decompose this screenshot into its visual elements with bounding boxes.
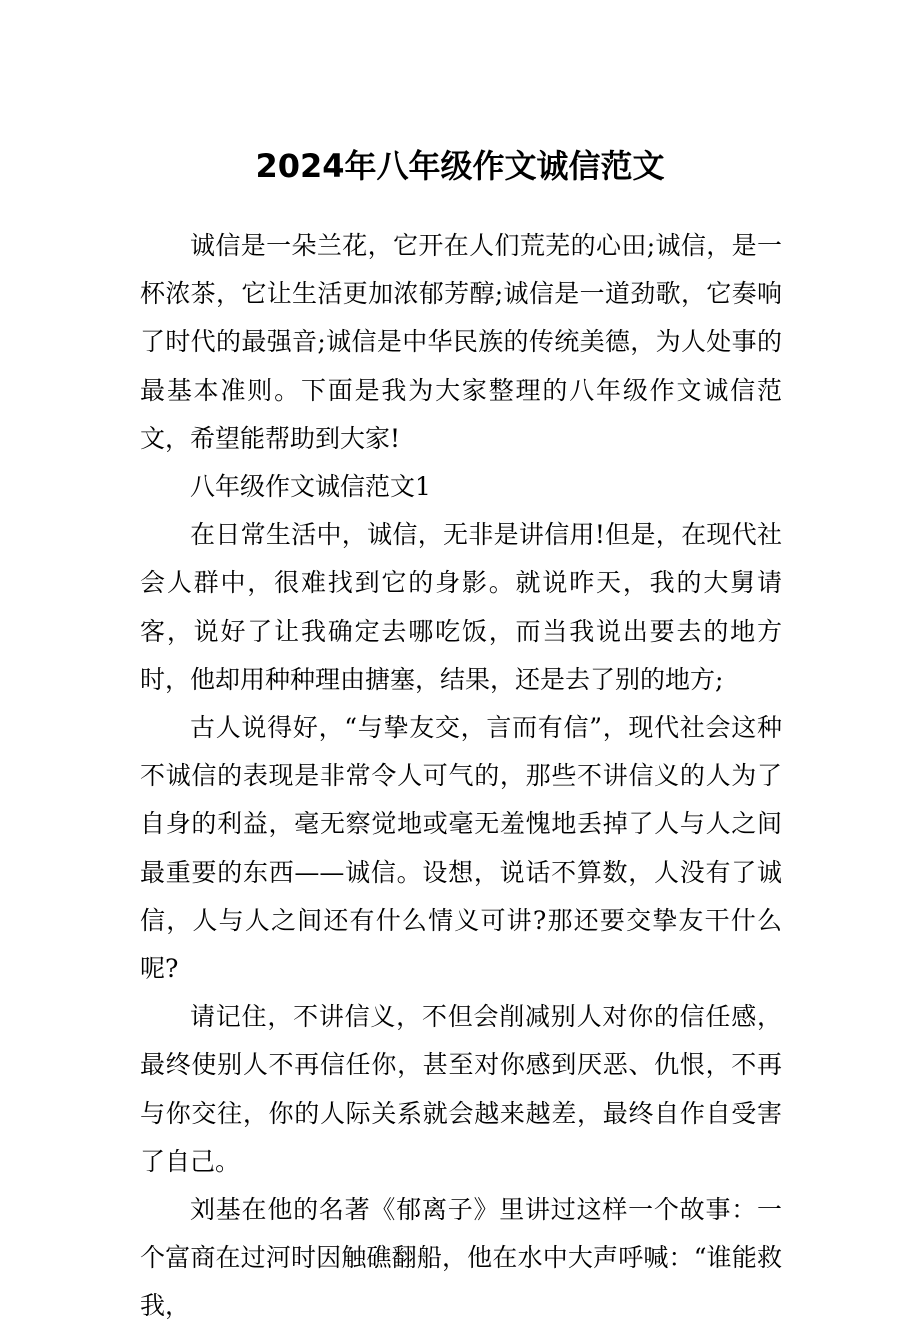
paragraph: 刘基在他的名著《郁离子》里讲过这样一个故事：一个富商在过河时因触礁翻船，他在水中大声呼喊：“谁能救我，	[140, 1195, 782, 1321]
article-body	[140, 222, 782, 1331]
paragraph: 请记住，不讲信义，不但会削减别人对你的信任感，最终使别人不再信任你，甚至对你感到厌恶、仇恨，不再与你交往，你的人际关系就会越来越差，最终自作自受害了自己。	[140, 1002, 782, 1176]
section-heading: 八年级作文诚信范文1	[190, 472, 431, 502]
paragraph: 古人说得好，“与挚友交，言而有信”，现代社会这种不诚信的表现是非常令人可气的，那些不讲信义的人为了自身的利益，毫无察觉地或毫无羞愧地丢掉了人与人之间最重要的东西——诚信。设想，说话不算数，人没有了诚信，人与人之间还有什么情义可讲?那还要交挚友干什么呢?	[140, 713, 782, 984]
paragraph: 在日常生活中，诚信，无非是讲信用!但是，在现代社会人群中，很难找到它的身影。就说昨天，我的大舅请客，说好了让我确定去哪吃饭，而当我说出要去的地方时，他却用种种理由搪塞，结果，还是去了别的地方;	[140, 520, 782, 694]
page-title: 2024年八年级作文诚信范文	[255, 147, 665, 185]
paragraph-intro: 诚信是一朵兰花，它开在人们荒芜的心田;诚信，是一杯浓茶，它让生活更加浓郁芳醇;诚信是一道劲歌，它奏响了时代的最强音;诚信是中华民族的传统美德，为人处事的最基本准则。下面是我为大家整理的八年级作文诚信范文，希望能帮助到大家!	[140, 231, 782, 453]
